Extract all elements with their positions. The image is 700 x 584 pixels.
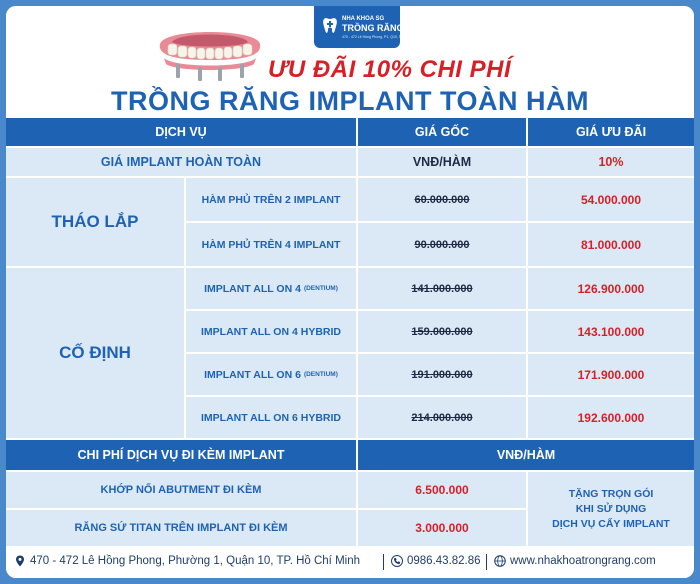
implant-denture-image [154,24,266,82]
footer-website [494,555,656,567]
promo-price: 54.000.000 [528,178,694,221]
group-removable: THÁO LẮP [6,178,184,266]
table-row [186,354,356,395]
free-package-note [528,472,694,546]
original-price: 60.000.000 [358,178,526,221]
price-table [6,118,694,546]
logo-line-2: TRỒNG RĂNG [342,23,404,33]
service-name: IMPLANT ALL ON 6 [204,368,301,381]
service-name: IMPLANT ALL ON 6 HYBRID [200,411,341,424]
footer-divider [383,554,384,570]
table-row [186,311,356,352]
service-name: HÀM PHỦ TRÊN 2 IMPLANT [201,193,341,206]
service-name: HÀM PHỦ TRÊN 4 IMPLANT [201,238,341,251]
original-price: 90.000.000 [358,223,526,266]
promo-price: 171.900.000 [528,354,694,395]
promo-price: 126.900.000 [528,268,694,309]
table-row [186,268,356,309]
location-pin-icon [14,555,26,567]
subheader-unit: VNĐ/HÀM [358,148,526,176]
free-note-line: KHI SỬ DỤNG [575,502,647,515]
header-original-price: GIÁ GỐC [358,118,526,146]
header-promo-price: GIÁ ƯU ĐÃI [528,118,694,146]
free-note-line: DỊCH VỤ CẤY IMPLANT [552,517,670,530]
poster [6,6,694,578]
tooth-plus-icon [320,16,340,36]
header [6,6,694,118]
logo-line-3: 470 - 472 Lê Hồng Phong, P1, Q10, TP.HCM [342,35,412,39]
table-row [186,178,356,221]
footer [6,546,694,578]
promo-text: ƯU ĐÃI 10% CHI PHÍ [268,56,512,83]
phone-text[interactable]: 0986.43.82.86 [407,555,481,567]
phone-icon [391,555,403,567]
free-note-line: TẶNG TRỌN GÓI [568,487,654,500]
promo-price: 192.600.000 [528,397,694,438]
footer-phone [391,555,481,567]
footer-address [14,555,360,567]
group-fixed: CỐ ĐỊNH [6,268,184,438]
original-price: 214.000.000 [358,397,526,438]
service-name: IMPLANT ALL ON 4 [204,282,301,295]
footer-divider [486,554,487,570]
accessory-unit: VNĐ/HÀM [358,440,694,470]
header-service: DỊCH VỤ [6,118,356,146]
subheader-discount: 10% [528,148,694,176]
globe-icon [494,555,506,567]
service-note: (DENTIUM) [303,285,338,292]
table-row [186,223,356,266]
accessory-item-name: KHỚP NỐI ABUTMENT ĐI KÈM [6,472,356,508]
address-text: 470 - 472 Lê Hồng Phong, Phường 1, Quận 10, TP. Hồ Chí Minh [30,555,361,567]
service-note: (DENTIUM) [303,371,338,378]
accessory-item-name: RĂNG SỨ TITAN TRÊN IMPLANT ĐI KÈM [6,510,356,546]
original-price: 141.000.000 [358,268,526,309]
table-row [186,397,356,438]
logo-line-1: NHA KHOA SG [342,16,385,22]
page-title: TRỒNG RĂNG IMPLANT TOÀN HÀM [111,86,589,116]
original-price: 159.000.000 [358,311,526,352]
original-price: 191.000.000 [358,354,526,395]
accessory-item-price: 6.500.000 [358,472,526,508]
promo-price: 81.000.000 [528,223,694,266]
accessory-item-price: 3.000.000 [358,510,526,546]
promo-price: 143.100.000 [528,311,694,352]
subheader-label: GIÁ IMPLANT HOÀN TOÀN [6,148,356,176]
website-link[interactable]: www.nhakhoatrongrang.com [510,555,656,567]
clinic-logo [314,6,412,48]
accessory-header: CHI PHÍ DỊCH VỤ ĐI KÈM IMPLANT [6,440,356,470]
service-name: IMPLANT ALL ON 4 HYBRID [200,325,341,338]
